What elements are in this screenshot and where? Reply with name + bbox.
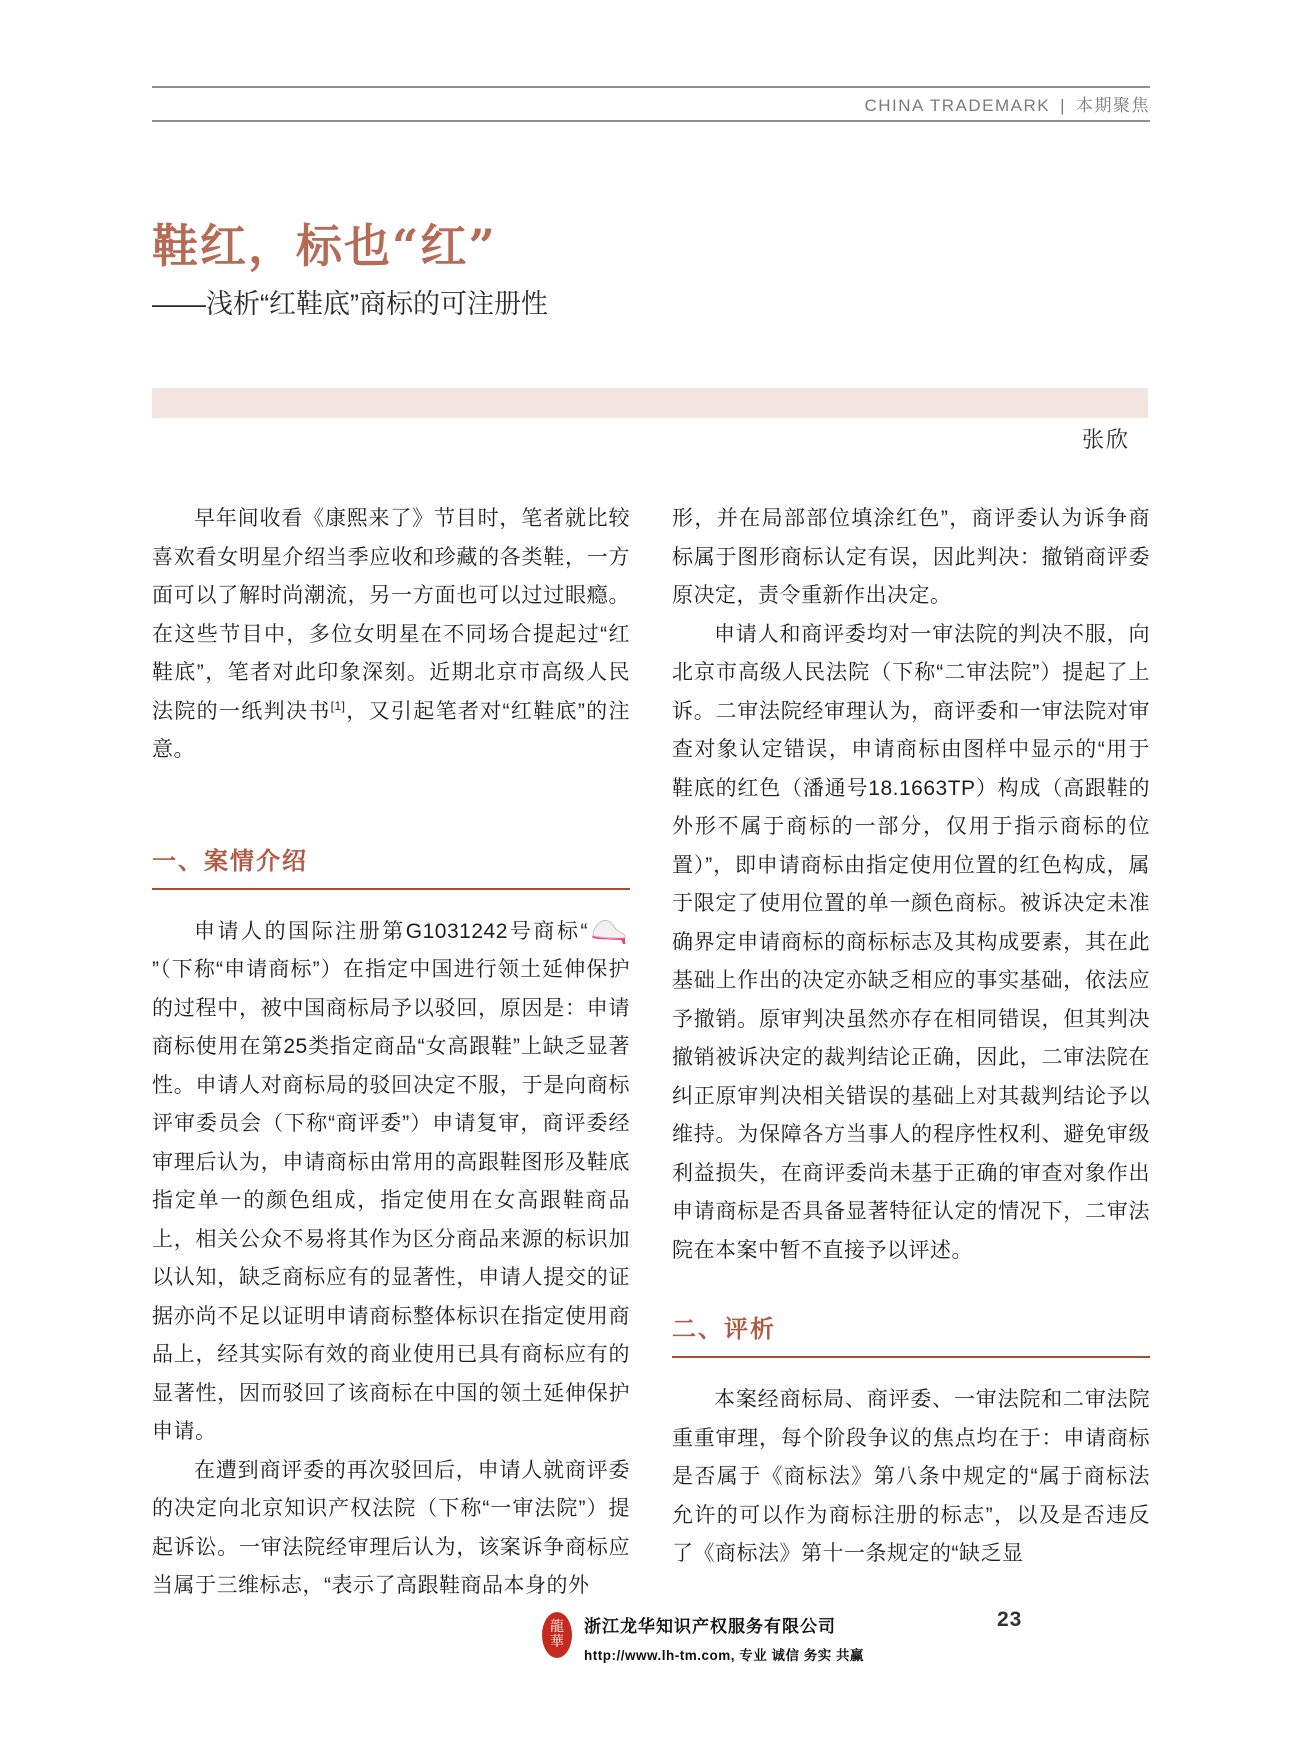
author-name: 张欣 [1081,427,1130,452]
journal-header [864,91,1150,116]
appeal-paragraph: 申请人和商评委均对一审法院的判决不服，向北京市高级人民法院（下称“二审法院”）提起了上诉。二审法院经审理认为，商评委和一审法院对审查对象认定错误，申请商标由图样中显示的“用于鞋底的红色（潘通号18.1663TP）构成（高跟鞋的外形不属于商标的一部分，仅用于指示商标的位置）”，即申请商标由指定使用位置的红色构成，属于限定了使用位置的单一颜色商标。被诉决定未准确界定申请商标的商标标志及其构成要素，其在此基础上作出的决定亦缺乏相应的事实基础，依法应予撤销。原审判决虽然亦存在相同错误，但其判决撤销被诉决定的裁判结论正确，因此，二审法院在纠正原审判决相关错误的基础上对其裁判结论予以维持。为保障各方当事人的程序性权利、避免审级利益损失，在商评委尚未基于正确的审查对象作出申请商标是否具备显著特征认定的情况下，二审法院在本案中暂不直接予以评述。 [672,622,1150,1262]
article-subtitle: ——浅析“红鞋底”商标的可注册性 [152,289,548,319]
company-seal-logo [542,1612,572,1658]
article-title: 鞋红，标也“红” [152,219,497,273]
section-heading-analysis: 二、评析 [672,1314,1150,1358]
header-rule-top [152,86,1150,88]
right-column [672,500,1150,1574]
case-text-after-image: ”（下称“申请商标”）在指定中国进行领土延伸保护的过程中，被中国商标局予以驳回，原因是：申请商标使用在第25类指定商品“女高跟鞋”上缺乏显著性。申请人对商标局的驳回决定不服，于是向商标评审委员会（下称“商评委”）申请复审，商评委经审理后认为，申请商标由常用的高跟鞋图形及鞋底指定单一的颜色组成，指定使用在女高跟鞋商品上，相关公众不易将其作为区分商品来源的标识加以认知，缺乏商标应有的显著性，申请人提交的证据亦尚不足以证明申请商标整体标识在指定使用商品上，经其实际有效的商业使用已具有商标应有的显著性，因而驳回了该商标在中国的领土延伸保护申请。 [152,958,630,1443]
case-paragraph-continued: 形，并在局部部位填涂红色”，商评委认为诉争商标属于图形商标认定有误，因此判决：撤销商评委原决定，责令重新作出决定。 [672,507,1150,607]
intro-text-continued: ，又引起笔者对“红鞋底”的注意。 [152,699,630,761]
left-column [152,500,630,1606]
analysis-paragraph: 本案经商标局、商评委、一审法院和二审法院重重审理，每个阶段争议的焦点均在于：申请商标是否属于《商标法》第八条中规定的“属于商标法允许的可以作为商标注册的标志”，以及是否违反了《商标法》第十一条规定的“缺乏显 [672,1388,1150,1565]
footer-company-block [584,1612,864,1664]
header-rule-bottom [152,120,1150,122]
seal-character-bottom: 華 [550,1634,564,1650]
case-text-before-image: 申请人的国际注册第G1031242号商标“ [194,919,588,943]
case-paragraph [152,913,630,1452]
company-name: 浙江龙华知识产权服务有限公司 [584,1617,836,1636]
header-divider: | [1060,96,1066,115]
journal-name: CHINA TRADEMARK [864,96,1051,115]
company-tagline: http://www.lh-tm.com, 专业 诚信 务实 共赢 [584,1648,864,1663]
journal-section-label: 本期聚焦 [1076,96,1150,115]
case-paragraph: 在遭到商评委的再次驳回后，申请人就商评委的决定向北京知识产权法院（下称“一审法院”）提起诉讼。一审法院经审理后认为，该案诉争商标应当属于三维标志，“表示了高跟鞋商品本身的外 [152,1458,630,1597]
page-number: 23 [997,1608,1023,1631]
high-heel-trademark-image [590,916,628,944]
intro-text: 早年间收看《康熙来了》节目时，笔者就比较喜欢看女明星介绍当季应收和珍藏的各类鞋，一方面可以了解时尚潮流，另一方面也可以过过眼瘾。在这些节目中，多位女明星在不同场合提起过“红鞋底”，笔者对此印象深刻。近期北京市高级人民法院的一纸判决书 [152,507,630,723]
title-highlight-bar [152,388,1148,418]
seal-character-top: 龍 [550,1619,564,1635]
intro-paragraph [152,500,630,770]
footnote-reference: [1] [330,698,346,713]
section-heading-case-introduction: 一、案情介绍 [152,846,630,890]
